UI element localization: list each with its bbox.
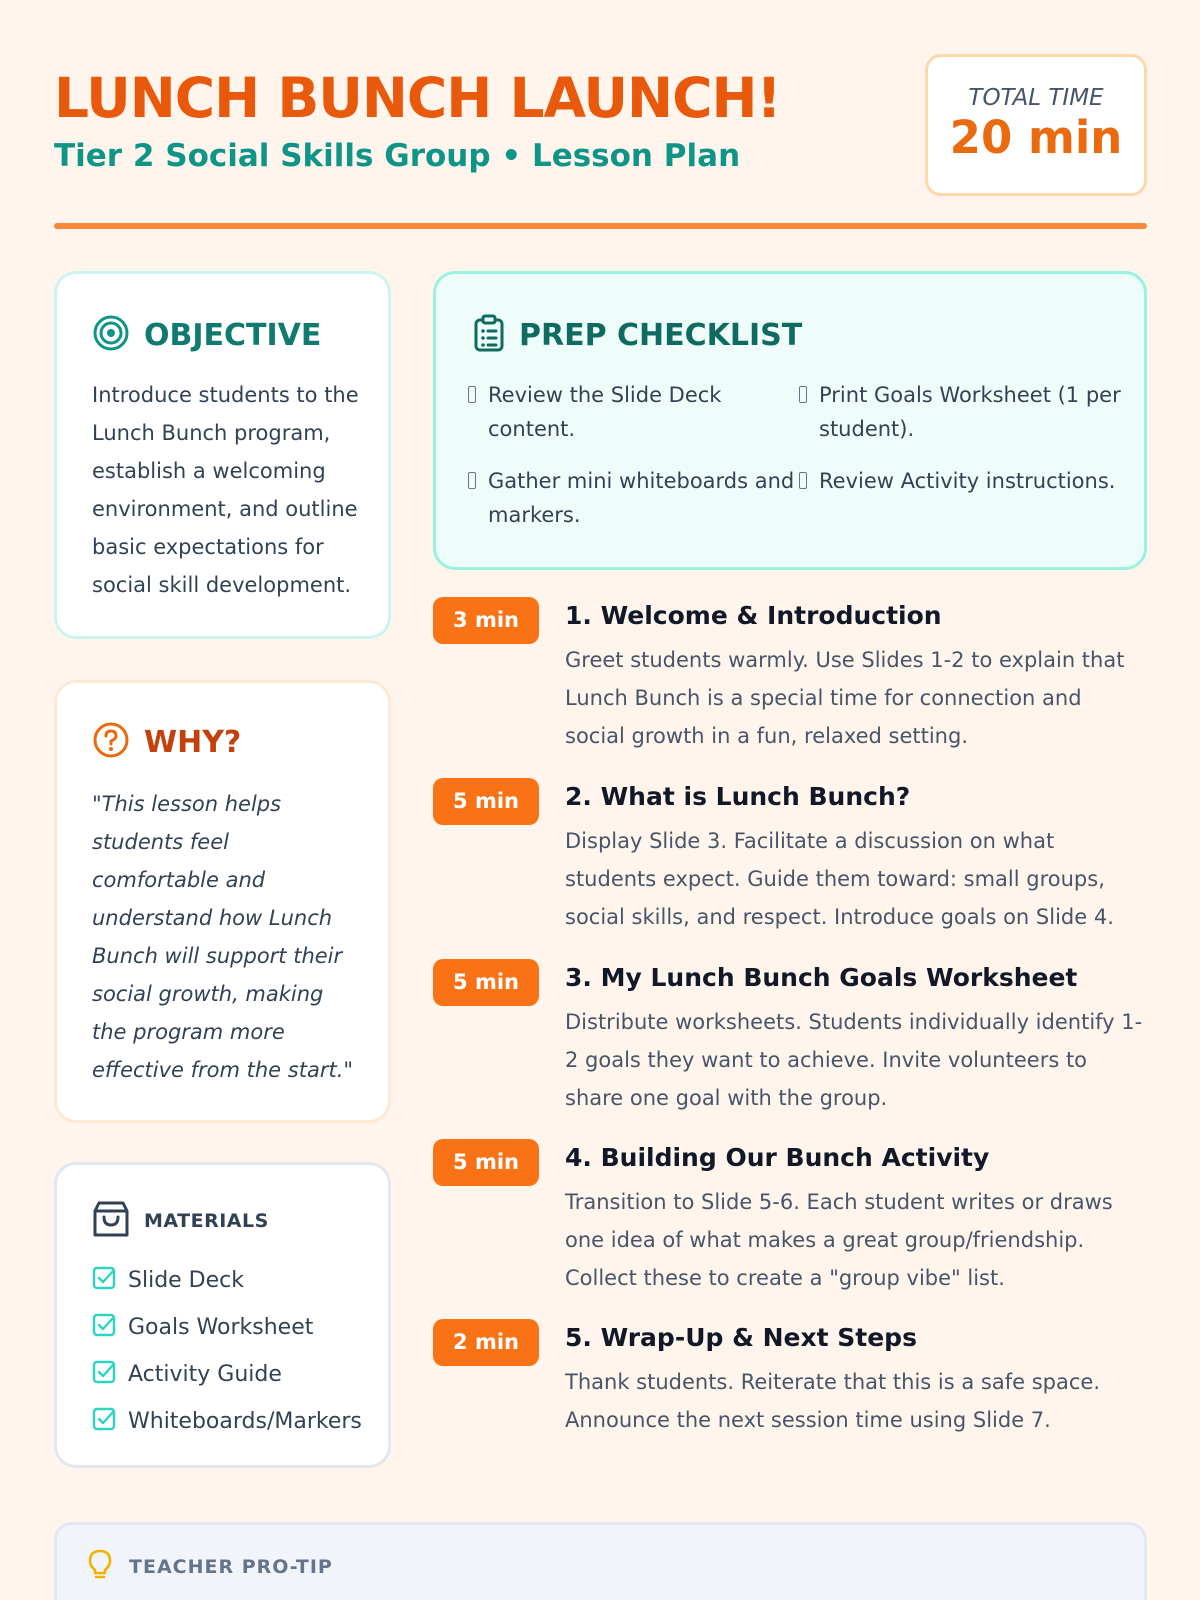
page-title: LUNCH BUNCH LAUNCH! [54, 66, 781, 130]
checklist-item[interactable] [799, 464, 1128, 532]
materials-heading: MATERIALS [144, 1210, 269, 1232]
checklist-item-label: Print Goals Worksheet (1 per student). [819, 383, 1121, 441]
checkbox-icon[interactable] [468, 472, 476, 489]
material-label: Slide Deck [128, 1268, 244, 1293]
step-time-badge: 5 min [433, 959, 539, 1006]
materials-header [92, 1199, 269, 1243]
step-title: 5. Wrap-Up & Next Steps [565, 1323, 917, 1352]
page-subtitle: Tier 2 Social Skills Group • Lesson Plan [54, 138, 741, 174]
materials-list [92, 1257, 362, 1445]
target-icon [92, 314, 130, 356]
checkbox-checked-icon [92, 1407, 116, 1437]
total-time-box [925, 54, 1147, 196]
why-heading: WHY? [144, 724, 242, 760]
objective-card [54, 271, 391, 639]
checkbox-icon[interactable] [799, 386, 807, 403]
step-time-badge: 5 min [433, 778, 539, 825]
checkbox-icon[interactable] [799, 472, 807, 489]
step-title: 3. My Lunch Bunch Goals Worksheet [565, 963, 1078, 992]
checklist-item-label: Review Activity instructions. [819, 469, 1116, 493]
teacher-tip-heading: TEACHER PRO-TIP [129, 1556, 333, 1578]
step-description: Display Slide 3. Facilitate a discussion on what students expect. Guide them toward: small groups, social skills, and respect. Introduce goals on Slide 4. [565, 829, 1114, 929]
checkbox-checked-icon [92, 1266, 116, 1296]
clipboard-icon [473, 314, 505, 356]
checkbox-checked-icon [92, 1360, 116, 1390]
total-time-value: 20 min [949, 111, 1123, 164]
step-title: 4. Building Our Bunch Activity [565, 1143, 990, 1172]
prep-checklist-header [473, 314, 802, 356]
step-description: Greet students warmly. Use Slides 1-2 to explain that Lunch Bunch is a special time for connection and social growth in a fun, relaxed setting. [565, 648, 1125, 748]
step-time-badge: 5 min [433, 1139, 539, 1186]
objective-header [92, 314, 321, 356]
list-item [92, 1304, 362, 1351]
material-label: Activity Guide [128, 1362, 282, 1387]
list-item [92, 1351, 362, 1398]
checklist-item[interactable] [799, 378, 1128, 446]
prep-checklist-card [433, 271, 1147, 570]
objective-heading: OBJECTIVE [144, 317, 322, 353]
step-description: Thank students. Reiterate that this is a safe space. Announce the next session time using Slide 7. [565, 1370, 1100, 1432]
checklist-item-label: Review the Slide Deck content. [488, 383, 722, 441]
checklist-item[interactable] [468, 378, 799, 446]
checklist-item[interactable] [468, 464, 799, 532]
checklist-item-label: Gather mini whiteboards and markers. [488, 469, 795, 527]
checkbox-checked-icon [92, 1313, 116, 1343]
why-quote: "This lesson helps students feel comfortable and understand how Lunch Bunch will support their social growth, making the program more effective from the start." [92, 792, 354, 1082]
question-icon [92, 721, 130, 763]
materials-card [54, 1162, 391, 1468]
why-card [54, 680, 391, 1123]
teacher-tip-card [54, 1522, 1147, 1600]
material-label: Whiteboards/Markers [128, 1409, 362, 1434]
list-item [92, 1398, 362, 1445]
step-title: 2. What is Lunch Bunch? [565, 782, 911, 811]
header-divider [54, 223, 1147, 229]
step-description: Transition to Slide 5-6. Each student writes or draws one idea of what makes a great group/friendship. Collect these to create a "group vibe" list. [565, 1190, 1113, 1290]
material-label: Goals Worksheet [128, 1315, 314, 1340]
bag-icon [92, 1199, 130, 1243]
prep-checklist-heading: PREP CHECKLIST [519, 317, 803, 353]
teacher-tip-header [87, 1549, 333, 1585]
list-item [92, 1257, 362, 1304]
why-header [92, 721, 241, 763]
step-time-badge: 2 min [433, 1319, 539, 1366]
step-time-badge: 3 min [433, 597, 539, 644]
lightbulb-icon [87, 1549, 113, 1585]
total-time-label: TOTAL TIME [968, 85, 1104, 111]
step-title: 1. Welcome & Introduction [565, 601, 942, 630]
objective-text: Introduce students to the Lunch Bunch program, establish a welcoming environment, and outline basic expectations for social skill development. [92, 383, 359, 597]
checkbox-icon[interactable] [468, 386, 476, 403]
prep-checklist-list [468, 378, 1128, 532]
step-description: Distribute worksheets. Students individually identify 1-2 goals they want to achieve. Invite volunteers to share one goal with the group. [565, 1010, 1143, 1110]
